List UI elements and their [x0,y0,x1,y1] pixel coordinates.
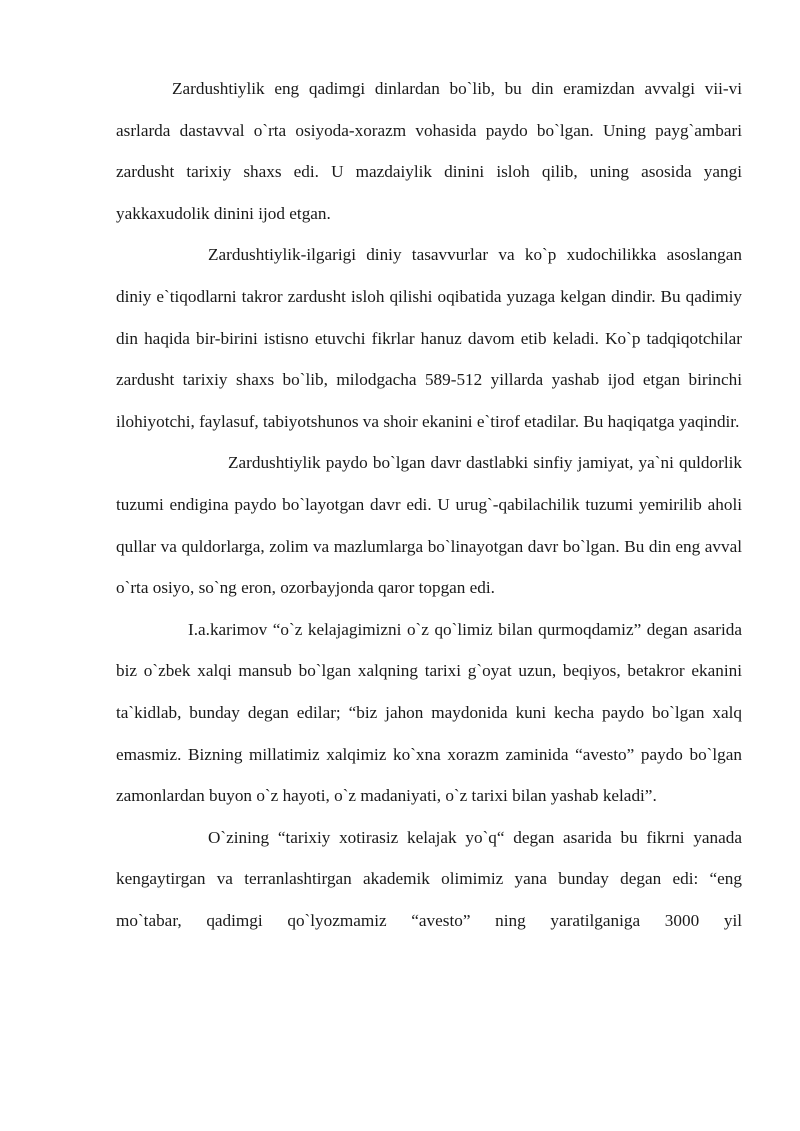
paragraph-zardushtiylik-definition: Zardushtiylik-ilgarigi diniy tasavvurlar va ko`p xudochilikka asoslangan diniy e`tiqodlarni takror zardusht isloh qilishi oqibatida yuzaga kelgan dindir. Bu qadimiy din haqida bir-birini istisno etuvchi fikrlar hanuz davom etib keladi. Ko`p tadqiqotchilar zardusht tarixiy shaxs bo`lib, milodgacha 589-512 yillarda yashab ijod etgan birinchi ilohiyotchi, faylasuf, tabiyotshunos va shoir ekanini e`tirof etadilar. Bu haqiqatga yaqindir. [116,245,742,431]
paragraph-historical-period: Zardushtiylik paydo bo`lgan davr dastlabki sinfiy jamiyat, ya`ni quldorlik tuzumi endigina paydo bo`layotgan davr edi. U urug`-qabilachilik tuzumi yemirilib aholi qullar va quldorlarga, zolim va mazlumlarga bo`linayotgan davr bo`lgan. Bu din eng avval o`rta osiyo, so`ng eron, ozorbayjonda qaror topgan edi. [116,453,742,598]
paragraph-karimov-quote: I.a.karimov “o`z kelajagimizni o`z qo`limiz bilan qurmoqdamiz” degan asarida biz o`zbek xalqi mansub bo`lgan xalqning tarixi g`oyat uzun, beqiyos, betakror ekanini ta`kidlab, bunday degan edilar; “biz jahon maydonida kuni kecha paydo bo`lgan xalq emasmiz. Bizning millatimiz xalqimiz ko`xna xorazm zaminida “avesto” paydo bo`lgan zamonlardan buyon o`z hayoti, o`z madaniyati, o`z tarixi bilan yashab keladi”. [116,619,742,806]
paragraph-zardushtiylik-origin: Zardushtiylik eng qadimgi dinlardan bo`lib, bu din eramizdan avvalgi vii-vi asrlarda dastavval o`rta osiyoda-xorazm vohasida paydo bo`lgan. Uning payg`ambari zardusht tarixiy shaxs edi. U mazdaiylik dinini isloh qilib, uning asosida yangi yakkaxudolik dinini ijod etgan. [116,79,742,223]
paragraph-avesto-quote: O`zining “tarixiy xotirasiz kelajak yo`q“ degan asarida bu fikrni yanada kengaytirgan va terranlashtirgan akademik olimimiz yana bunday degan edi: “eng mo`tabar, qadimgi qo`lyozmamiz “avesto” ning yaratilganiga 3000 yil [116,827,742,930]
document-page [116,68,742,941]
